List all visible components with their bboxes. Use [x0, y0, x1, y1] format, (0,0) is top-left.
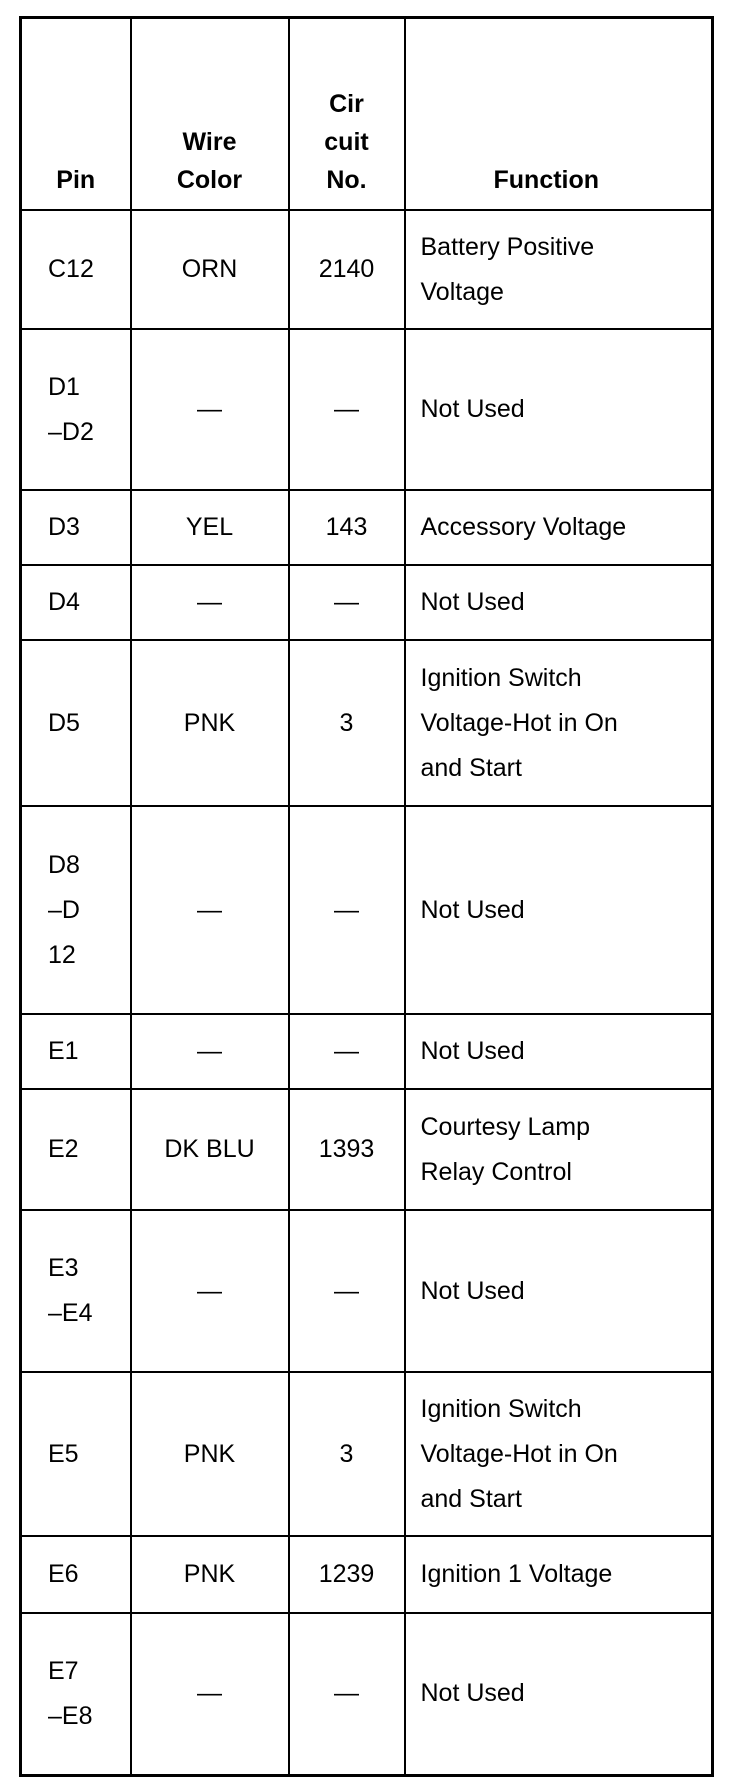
function-cell: Ignition Switch Voltage-Hot in On and Start — [405, 1372, 713, 1536]
pin-cell: D8 –D 12 — [21, 806, 131, 1014]
connector-pinout-table — [19, 16, 714, 1777]
circuit-cell: — — [289, 1014, 405, 1089]
wire-color-cell: — — [131, 1014, 289, 1089]
table-header — [21, 18, 713, 211]
pin-cell: E1 — [21, 1014, 131, 1089]
function-cell: Battery Positive Voltage — [405, 210, 713, 329]
table-body — [21, 210, 713, 1775]
function-cell: Not Used — [405, 565, 713, 640]
function-cell: Accessory Voltage — [405, 490, 713, 565]
pin-cell: E2 — [21, 1089, 131, 1210]
table-row — [21, 1536, 713, 1613]
table-row — [21, 1372, 713, 1536]
table-row — [21, 806, 713, 1014]
function-cell: Not Used — [405, 806, 713, 1014]
pin-cell: E6 — [21, 1536, 131, 1613]
pin-cell: D1 –D2 — [21, 329, 131, 490]
function-cell: Not Used — [405, 1613, 713, 1775]
pin-cell: E3 –E4 — [21, 1210, 131, 1372]
table-row — [21, 490, 713, 565]
header-circuit-no: Cir cuit No. — [289, 18, 405, 211]
function-cell: Ignition Switch Voltage-Hot in On and Start — [405, 640, 713, 806]
pin-cell: D3 — [21, 490, 131, 565]
circuit-cell: 3 — [289, 640, 405, 806]
function-cell: Ignition 1 Voltage — [405, 1536, 713, 1613]
function-cell: Not Used — [405, 1014, 713, 1089]
function-cell: Courtesy Lamp Relay Control — [405, 1089, 713, 1210]
wire-color-cell: — — [131, 1210, 289, 1372]
header-pin: Pin — [21, 18, 131, 211]
wire-color-cell: — — [131, 565, 289, 640]
wire-color-cell: — — [131, 1613, 289, 1775]
function-cell: Not Used — [405, 329, 713, 490]
pin-cell: C12 — [21, 210, 131, 329]
wire-color-cell: PNK — [131, 640, 289, 806]
table-row — [21, 565, 713, 640]
circuit-cell: 3 — [289, 1372, 405, 1536]
table-row — [21, 1014, 713, 1089]
pin-cell: D5 — [21, 640, 131, 806]
circuit-cell: 2140 — [289, 210, 405, 329]
pin-cell: E7 –E8 — [21, 1613, 131, 1775]
circuit-cell: 143 — [289, 490, 405, 565]
table-row — [21, 1089, 713, 1210]
header-wire-color: Wire Color — [131, 18, 289, 211]
wire-color-cell: PNK — [131, 1372, 289, 1536]
table-row — [21, 210, 713, 329]
function-cell: Not Used — [405, 1210, 713, 1372]
table-row — [21, 1613, 713, 1775]
header-function: Function — [405, 18, 713, 211]
wire-color-cell: — — [131, 806, 289, 1014]
circuit-cell: — — [289, 1210, 405, 1372]
wire-color-cell: — — [131, 329, 289, 490]
wire-color-cell: DK BLU — [131, 1089, 289, 1210]
pin-cell: D4 — [21, 565, 131, 640]
circuit-cell: — — [289, 1613, 405, 1775]
table-row — [21, 1210, 713, 1372]
circuit-cell: — — [289, 565, 405, 640]
circuit-cell: 1393 — [289, 1089, 405, 1210]
pin-cell: E5 — [21, 1372, 131, 1536]
wire-color-cell: ORN — [131, 210, 289, 329]
table-row — [21, 640, 713, 806]
wire-color-cell: PNK — [131, 1536, 289, 1613]
header-row — [21, 18, 713, 211]
circuit-cell: — — [289, 329, 405, 490]
wire-color-cell: YEL — [131, 490, 289, 565]
circuit-cell: — — [289, 806, 405, 1014]
table-row — [21, 329, 713, 490]
circuit-cell: 1239 — [289, 1536, 405, 1613]
